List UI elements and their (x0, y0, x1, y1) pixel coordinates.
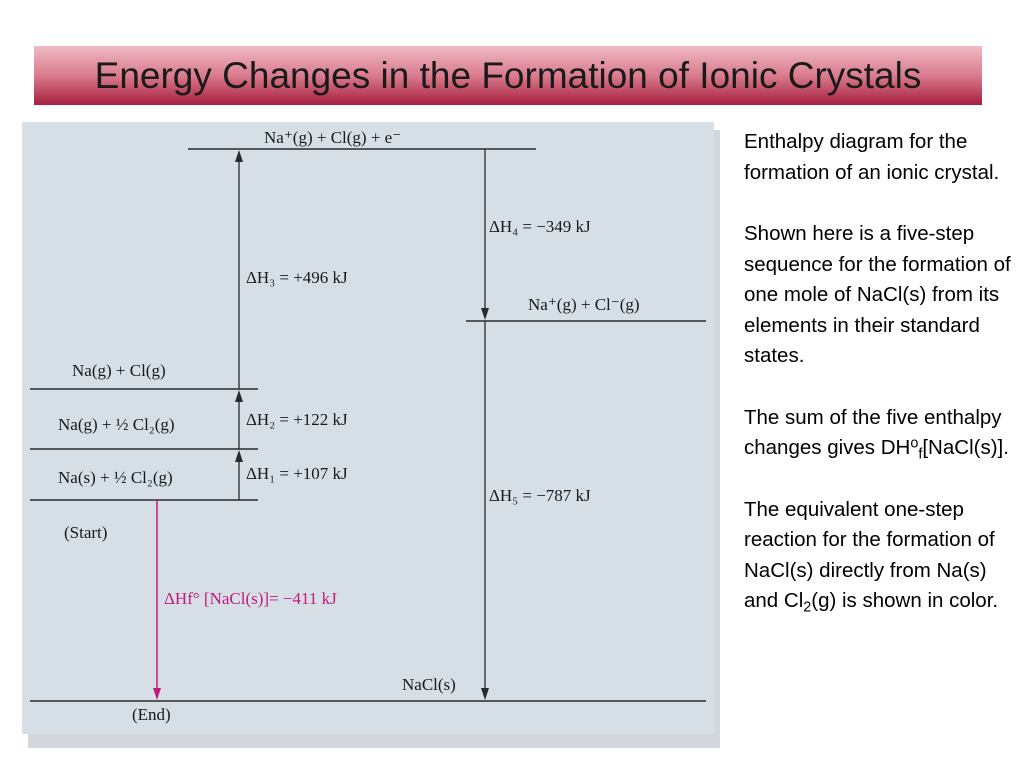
step-label-dhf: ΔHf° [NaCl(s)]= −411 kJ (164, 589, 337, 608)
level-label-elements: Na(s) + ½ Cl₂(g) (58, 468, 173, 487)
description-paragraph-4 (744, 495, 1020, 617)
description-paragraph-1: Enthalpy diagram for the formation of an ionic crystal. (744, 130, 1000, 184)
description-paragraph-4-text: The equivalent one-step reaction for the formation of NaCl(s) directly from Na(s) and $Cl_2(g)$ is shown in color. (744, 497, 999, 616)
level-label-ions: Na⁺(g) + Cl⁻(g) (528, 295, 640, 314)
end-label: (End) (132, 705, 171, 724)
arrowhead-dh4 (481, 308, 489, 320)
description-paragraph-3 (744, 403, 1020, 464)
arrowhead-dhf (153, 688, 161, 700)
arrowhead-dh1 (235, 450, 243, 462)
step-label-dh3: ΔH₃ = +496 kJ (246, 268, 348, 287)
start-label: (Start) (64, 523, 108, 542)
description-paragraph-3-text: The sum of the five enthalpy changes gives $DH^o_f[NaCl(s)]$. (744, 405, 1009, 463)
arrowhead-dh2 (235, 390, 243, 402)
description-paragraph-2: Shown here is a five-step sequence for the formation of one mole of NaCl(s) from its elements in their standard states. (744, 222, 1011, 367)
level-label-gas-na: Na(g) + ½ Cl₂(g) (58, 415, 175, 434)
step-label-dh5: ΔH₅ = −787 kJ (489, 486, 591, 505)
step-label-dh4: ΔH₄ = −349 kJ (489, 217, 591, 236)
level-label-atoms: Na(g) + Cl(g) (72, 361, 166, 380)
description-text (744, 127, 1020, 648)
step-label-dh2: ΔH₂ = +122 kJ (246, 410, 348, 429)
arrowhead-dh3 (235, 150, 243, 162)
level-label-nacl: NaCl(s) (402, 675, 456, 694)
arrowhead-dh5 (481, 688, 489, 700)
level-label-top: Na⁺(g) + Cl(g) + e⁻ (264, 128, 402, 147)
slide-title: Energy Changes in the Formation of Ionic Crystals (94, 54, 922, 96)
step-label-dh1: ΔH₁ = +107 kJ (246, 464, 348, 483)
